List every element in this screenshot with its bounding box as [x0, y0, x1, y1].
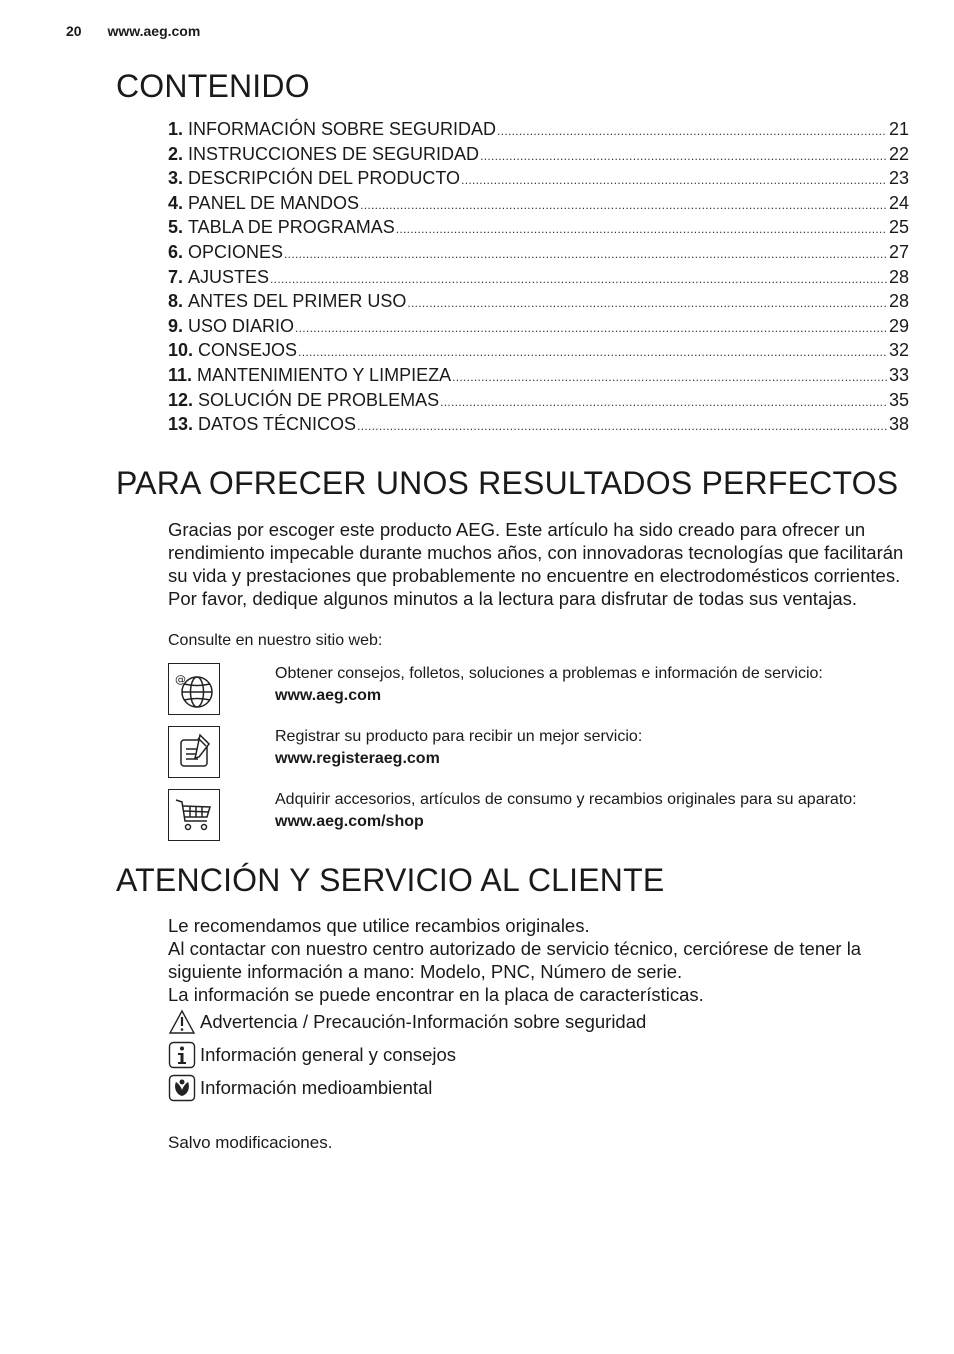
toc-item-page: 21	[888, 119, 909, 139]
toc-item-label: INFORMACIÓN SOBRE SEGURIDAD	[188, 119, 497, 139]
toc-item-label: OPCIONES	[188, 241, 284, 262]
registration-form-icon	[168, 726, 220, 778]
toc-item[interactable]	[168, 242, 909, 267]
toc-leader-dots	[270, 267, 887, 288]
table-of-contents	[168, 119, 909, 439]
toc-item-page: 32	[888, 340, 909, 361]
service-line-2: Al contactar con nuestro centro autorizado de servicio técnico, cerciórese de tener la siguiente información a mano: Modelo, PNC, Número de serie.	[168, 938, 862, 982]
toc-leader-dots	[298, 340, 887, 361]
toc-item-label: USO DIARIO	[188, 315, 295, 336]
toc-leader-dots	[407, 291, 887, 312]
toc-leader-dots	[396, 217, 887, 238]
service-title: ATENCIÓN Y SERVICIO AL CLIENTE	[116, 862, 665, 898]
toc-item-number: 10.	[168, 340, 194, 361]
environment-icon	[168, 1074, 196, 1102]
toc-item-label: DESCRIPCIÓN DEL PRODUCTO	[188, 168, 461, 189]
legend-info	[168, 1041, 456, 1069]
consult-label: Consulte en nuestro sitio web:	[168, 632, 383, 649]
svg-text:@: @	[175, 673, 186, 686]
web-link-url[interactable]: www.registeraeg.com	[275, 749, 440, 767]
toc-leader-dots	[295, 316, 887, 337]
toc-leader-dots	[360, 193, 887, 214]
footer-note: Salvo modificaciones.	[168, 1133, 333, 1152]
toc-item[interactable]	[168, 144, 909, 169]
toc-leader-dots	[461, 168, 887, 189]
toc-item-number: 6.	[168, 241, 184, 262]
toc-item-label: AJUSTES	[188, 266, 270, 287]
page-header	[66, 23, 200, 39]
toc-item-number: 1.	[168, 119, 184, 139]
warning-triangle-icon	[168, 1008, 196, 1036]
toc-leader-dots	[440, 390, 887, 411]
web-link-description: Obtener consejos, folletos, soluciones a problemas e información de servicio:	[275, 665, 823, 682]
info-icon	[168, 1041, 196, 1069]
toc-item-page: 33	[888, 364, 909, 385]
toc-item-page: 35	[888, 389, 909, 410]
service-line-3: La información se puede encontrar en la placa de características.	[168, 984, 704, 1005]
toc-title: CONTENIDO	[116, 68, 310, 104]
toc-item-page: 29	[888, 315, 909, 336]
toc-item-label: DATOS TÉCNICOS	[198, 414, 357, 435]
toc-item[interactable]	[168, 217, 909, 242]
web-link-text	[275, 789, 915, 832]
toc-leader-dots	[284, 242, 887, 263]
toc-item-label: SOLUCIÓN DE PROBLEMAS	[198, 389, 440, 410]
toc-item-number: 2.	[168, 143, 184, 164]
toc-item[interactable]	[168, 168, 909, 193]
toc-item-page: 38	[888, 414, 909, 435]
toc-leader-dots	[357, 414, 887, 435]
service-line-1: Le recomendamos que utilice recambios originales.	[168, 915, 590, 936]
toc-item[interactable]	[168, 267, 909, 292]
shopping-cart-icon	[168, 789, 220, 841]
toc-item-page: 28	[888, 266, 909, 287]
web-link-url[interactable]: www.aeg.com	[275, 686, 382, 704]
legend-warning	[168, 1008, 646, 1036]
toc-item-label: PANEL DE MANDOS	[188, 192, 360, 213]
toc-item-page: 24	[888, 192, 909, 213]
toc-item-number: 7.	[168, 266, 184, 287]
toc-item[interactable]	[168, 390, 909, 415]
legend-environment	[168, 1074, 432, 1102]
web-link-description: Adquirir accesorios, artículos de consumo y recambios originales para su aparato:	[275, 791, 857, 808]
web-link-description: Registrar su producto para recibir un mejor servicio:	[275, 728, 643, 745]
results-title: PARA OFRECER UNOS RESULTADOS PERFECTOS	[116, 465, 899, 501]
toc-item[interactable]	[168, 119, 909, 144]
page-number: 20	[66, 23, 82, 39]
web-link-text	[275, 663, 915, 706]
results-intro: Gracias por escoger este producto AEG. Este artículo ha sido creado para ofrecer un rendimiento impecable durante muchos años, con innovadoras tecnologías que facilitarán su vida y prestaciones que probablemente no encuentre en electrodomésticos corrientes. Por favor, dedique algunos minutos a la lectura para disfrutar de todas sus ventajas.	[168, 519, 904, 609]
web-link-text	[275, 726, 915, 769]
toc-item[interactable]	[168, 414, 909, 439]
toc-item-number: 13.	[168, 414, 194, 435]
web-link-url[interactable]: www.aeg.com/shop	[275, 812, 424, 830]
toc-item-label: MANTENIMIENTO Y LIMPIEZA	[197, 364, 452, 385]
toc-leader-dots	[452, 365, 887, 386]
site-url[interactable]: www.aeg.com	[107, 23, 201, 39]
toc-item-page: 25	[888, 217, 909, 238]
toc-leader-dots	[497, 119, 887, 140]
toc-item-page: 28	[888, 291, 909, 312]
globe-icon	[168, 663, 220, 715]
toc-item-number: 12.	[168, 389, 194, 410]
toc-item[interactable]	[168, 193, 909, 218]
toc-item-number: 5.	[168, 217, 184, 238]
legend-text: Información general y consejos	[200, 1044, 457, 1065]
toc-item-label: INSTRUCCIONES DE SEGURIDAD	[188, 143, 480, 164]
toc-item-page: 22	[888, 143, 909, 164]
legend-text: Advertencia / Precaución-Información sobre seguridad	[200, 1011, 647, 1032]
toc-item-label: ANTES DEL PRIMER USO	[188, 291, 407, 312]
toc-item-number: 8.	[168, 291, 184, 312]
toc-item[interactable]	[168, 340, 909, 365]
toc-item[interactable]	[168, 316, 909, 341]
toc-item-number: 11.	[168, 364, 193, 385]
toc-item[interactable]	[168, 365, 909, 390]
toc-item-label: TABLA DE PROGRAMAS	[188, 217, 395, 238]
toc-item-page: 27	[888, 241, 909, 262]
toc-item[interactable]	[168, 291, 909, 316]
toc-item-number: 3.	[168, 168, 184, 189]
toc-item-page: 23	[888, 168, 909, 189]
legend-text: Información medioambiental	[200, 1077, 433, 1098]
toc-item-label: CONSEJOS	[198, 340, 298, 361]
toc-item-number: 9.	[168, 315, 184, 336]
toc-leader-dots	[480, 144, 887, 165]
toc-item-number: 4.	[168, 192, 184, 213]
